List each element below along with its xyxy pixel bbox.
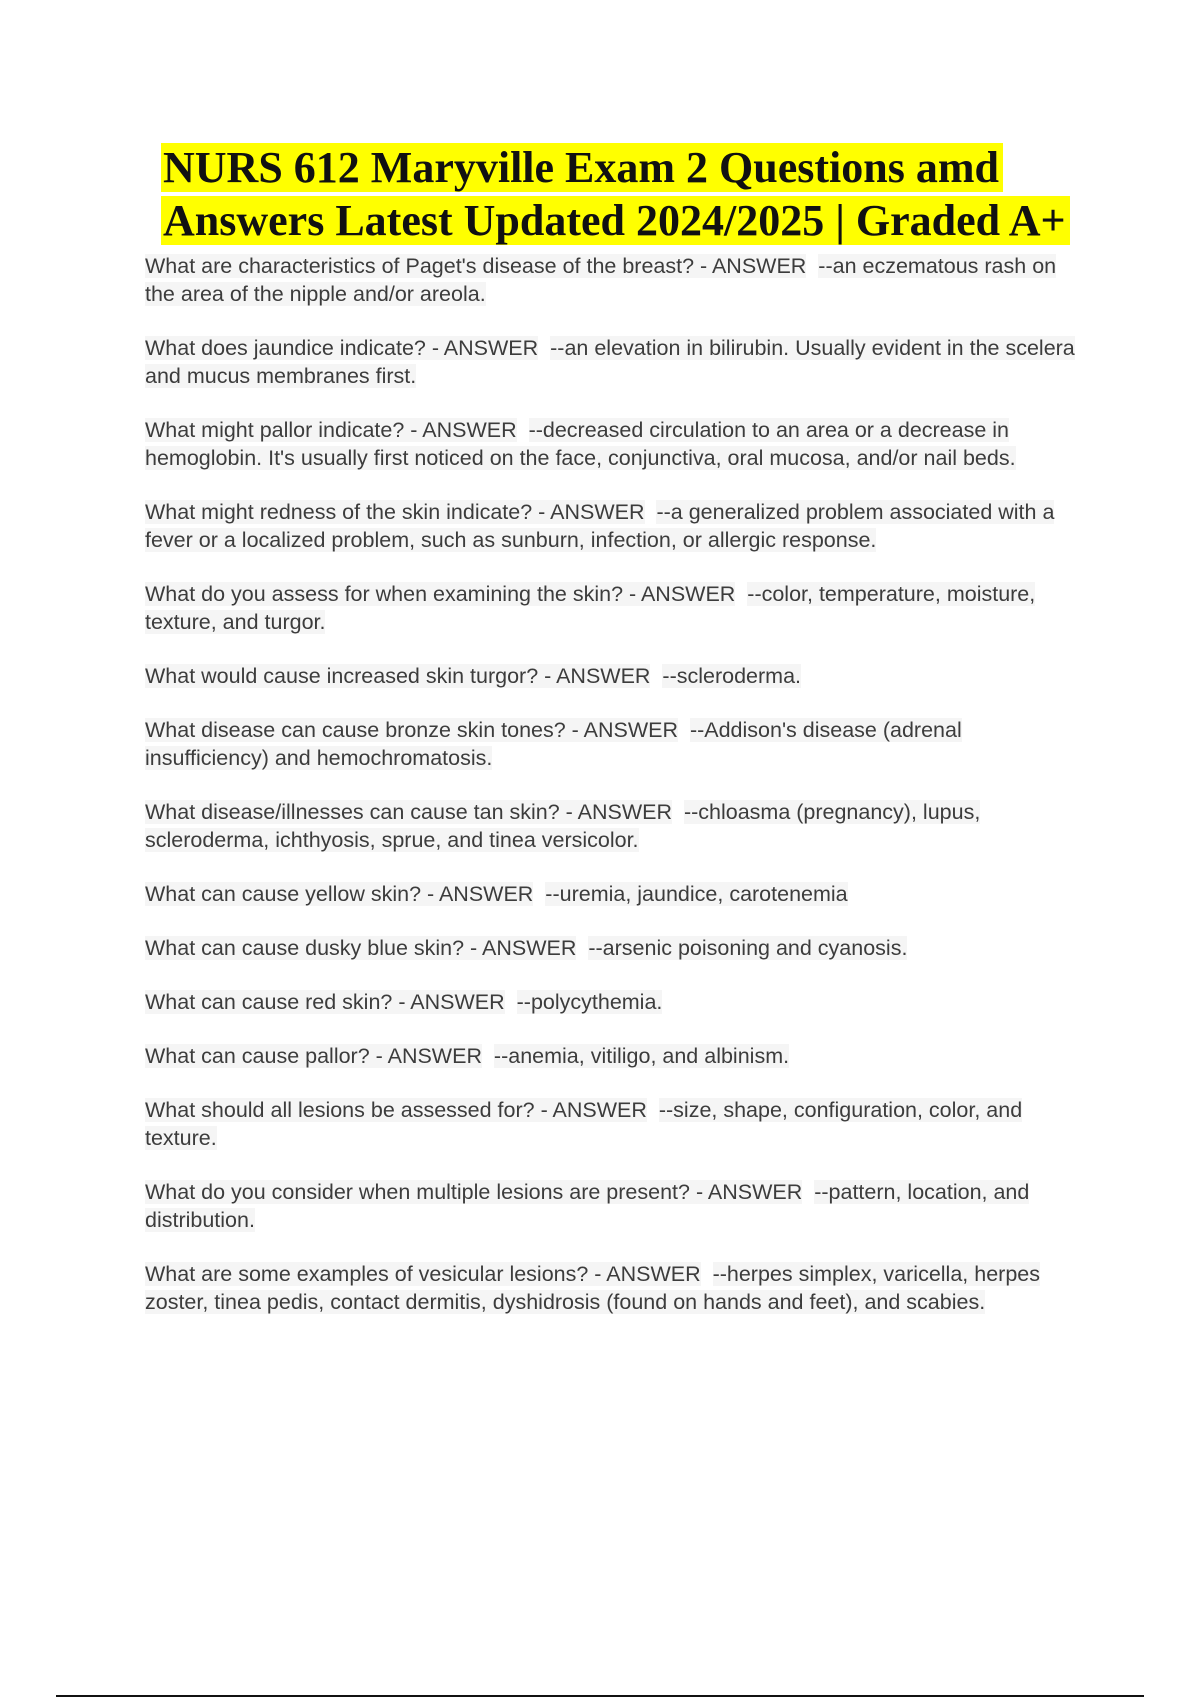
qa-item bbox=[145, 934, 1090, 962]
question-text: What would cause increased skin turgor? - ANSWER bbox=[145, 664, 651, 688]
question-text: What disease/illnesses can cause tan skin? - ANSWER bbox=[145, 800, 672, 824]
qa-item bbox=[145, 716, 1090, 772]
question-text: What can cause red skin? - ANSWER bbox=[145, 990, 505, 1014]
title-block bbox=[161, 141, 1161, 247]
qa-item bbox=[145, 252, 1090, 308]
question-text: What do you assess for when examining the skin? - ANSWER bbox=[145, 582, 736, 606]
qa-item bbox=[145, 1096, 1090, 1152]
question-text: What do you consider when multiple lesions are present? - ANSWER bbox=[145, 1180, 803, 1204]
question-text: What are characteristics of Paget's disease of the breast? - ANSWER bbox=[145, 254, 807, 278]
question-text: What does jaundice indicate? - ANSWER bbox=[145, 336, 539, 360]
qa-item bbox=[145, 416, 1090, 472]
answer-text: --size, shape, configuration, color, and texture. bbox=[145, 1098, 1023, 1150]
question-text: What can cause yellow skin? - ANSWER bbox=[145, 882, 534, 906]
qa-list bbox=[145, 252, 1090, 1342]
qa-item bbox=[145, 988, 1090, 1016]
question-text: What can cause dusky blue skin? - ANSWER bbox=[145, 936, 577, 960]
answer-text: --herpes simplex, varicella, herpes zoster, tinea pedis, contact dermitis, dyshidrosis (found on hands and feet), and scabies. bbox=[145, 1262, 1040, 1314]
footer-divider bbox=[56, 1695, 1144, 1697]
qa-item bbox=[145, 798, 1090, 854]
qa-item bbox=[145, 1178, 1090, 1234]
answer-text: --decreased circulation to an area or a decrease in hemoglobin. It's usually first noticed on the face, conjunctiva, oral mucosa, and/or nail beds. bbox=[145, 418, 1016, 470]
document-title bbox=[161, 141, 1161, 247]
question-text: What are some examples of vesicular lesions? - ANSWER bbox=[145, 1262, 701, 1286]
question-text: What might redness of the skin indicate? - ANSWER bbox=[145, 500, 645, 524]
answer-text: --chloasma (pregnancy), lupus, scleroderma, ichthyosis, sprue, and tinea versicolor. bbox=[145, 800, 981, 852]
question-text: What disease can cause bronze skin tones? - ANSWER bbox=[145, 718, 678, 742]
answer-text: --arsenic poisoning and cyanosis. bbox=[588, 936, 908, 960]
qa-item bbox=[145, 1042, 1090, 1070]
question-text: What can cause pallor? - ANSWER bbox=[145, 1044, 482, 1068]
answer-text: --an elevation in bilirubin. Usually evident in the scelera and mucus membranes first. bbox=[145, 336, 1075, 388]
qa-item bbox=[145, 1260, 1090, 1316]
answer-text: --color, temperature, moisture, texture, and turgor. bbox=[145, 582, 1036, 634]
qa-item bbox=[145, 880, 1090, 908]
answer-text: --an eczematous rash on the area of the nipple and/or areola. bbox=[145, 254, 1057, 306]
answer-text: --polycythemia. bbox=[516, 990, 663, 1014]
document-title-highlight: NURS 612 Maryville Exam 2 Questions amd Answers Latest Updated 2024/2025 | Graded A+ bbox=[161, 143, 1070, 245]
qa-item bbox=[145, 662, 1090, 690]
answer-text: --uremia, jaundice, carotenemia bbox=[545, 882, 848, 906]
qa-item bbox=[145, 498, 1090, 554]
answer-text: --pattern, location, and distribution. bbox=[145, 1180, 1030, 1232]
answer-text: --anemia, vitiligo, and albinism. bbox=[493, 1044, 790, 1068]
answer-text: --a generalized problem associated with a fever or a localized problem, such as sunburn, infection, or allergic response. bbox=[145, 500, 1055, 552]
question-text: What might pallor indicate? - ANSWER bbox=[145, 418, 517, 442]
qa-item bbox=[145, 580, 1090, 636]
question-text: What should all lesions be assessed for? - ANSWER bbox=[145, 1098, 647, 1122]
answer-text: --scleroderma. bbox=[662, 664, 802, 688]
qa-item bbox=[145, 334, 1090, 390]
answer-text: --Addison's disease (adrenal insufficiency) and hemochromatosis. bbox=[145, 718, 962, 770]
